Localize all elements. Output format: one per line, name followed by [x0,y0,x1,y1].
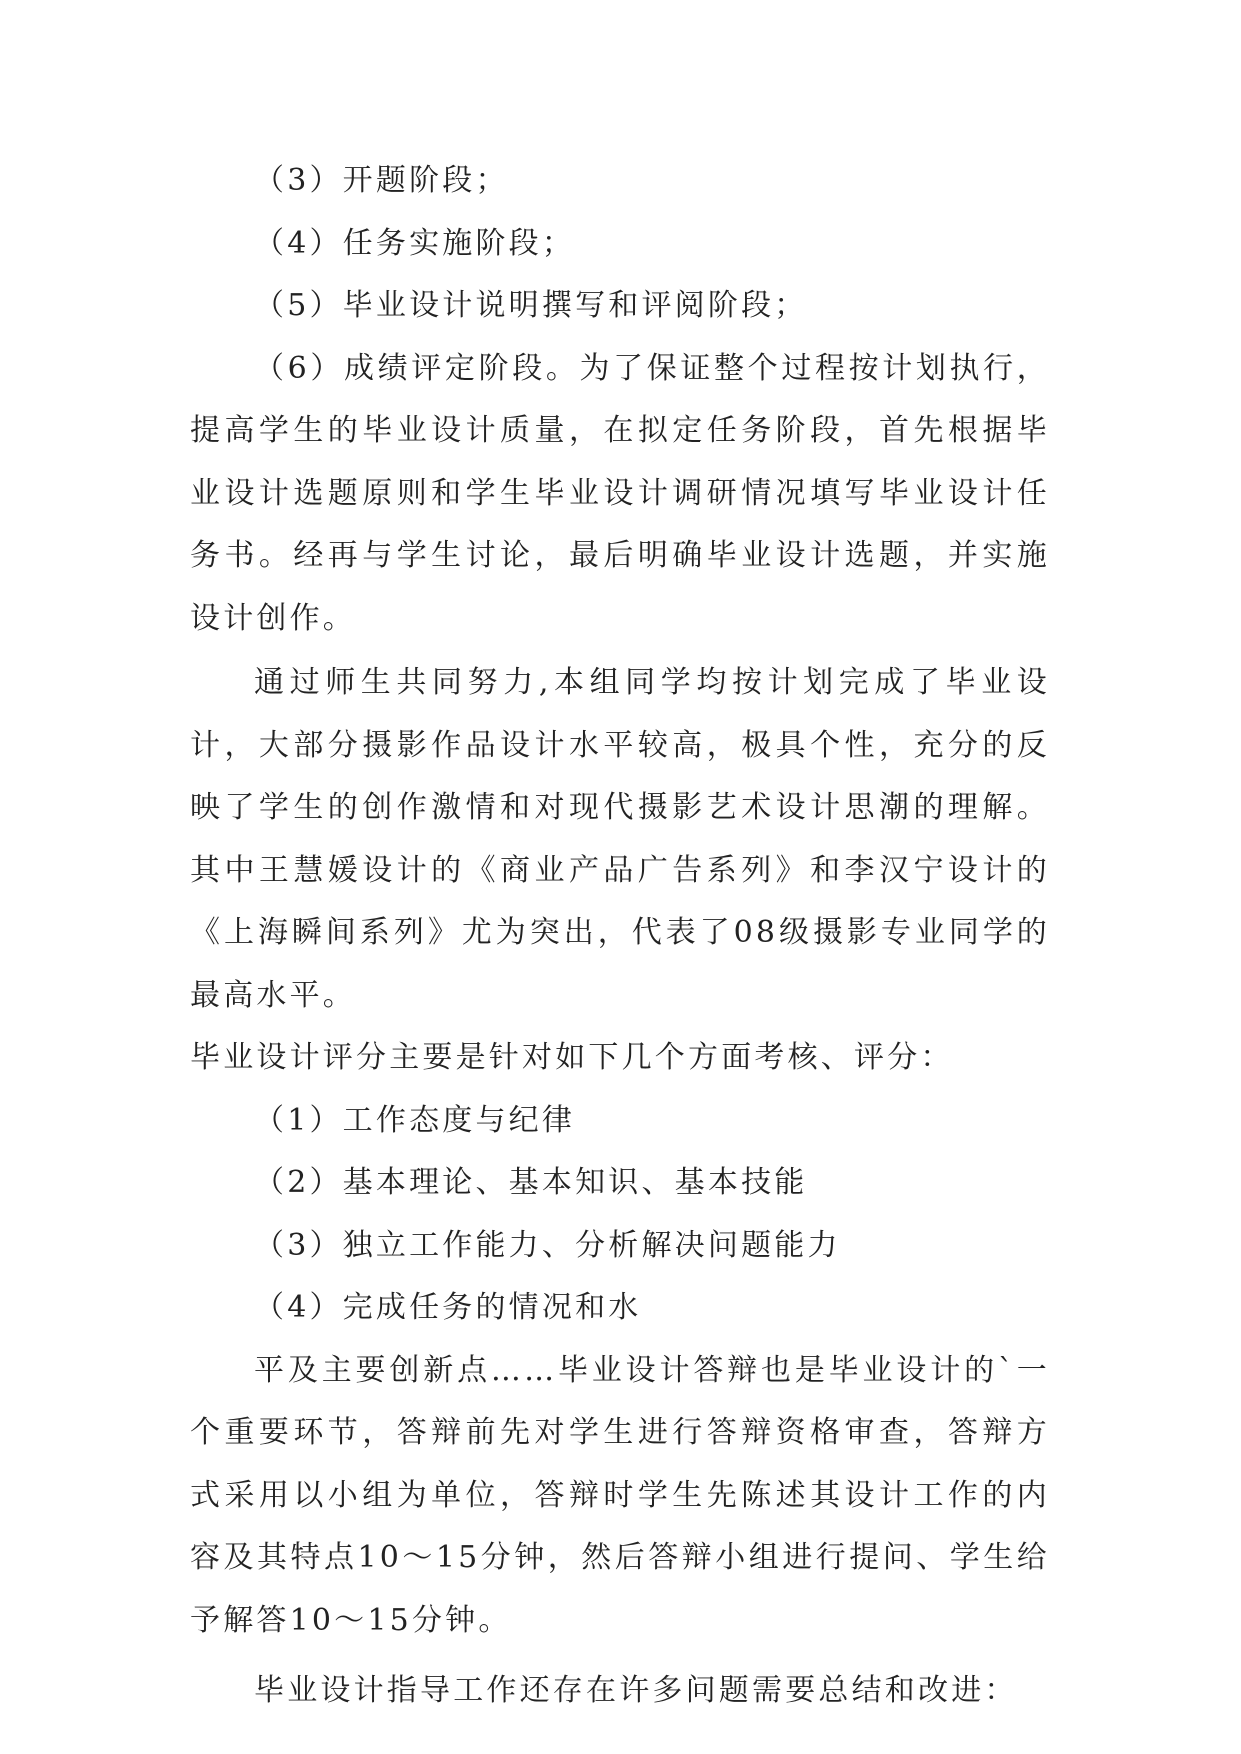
criterion-item-4: （4）完成任务的情况和水 [254,1290,642,1325]
criterion-item-2: （2）基本理论、基本知识、基本技能 [254,1165,808,1200]
list-item-stage-4: （4）任务实施阶段； [254,225,576,261]
paragraph-defense: 平及主要创新点……毕业设计答辩也是毕业设计的`一个重要环节，答辩前先对学生进行答辩资格审查，答辩方式采用以小组为单位，答辩时学生先陈述其设计工作的内容及其特点10～15分钟，然后答辩小组进行提问、学生给予解答10～15分钟。 [190,1352,1050,1638]
criterion-item-1: （1）工作态度与纪律 [254,1102,576,1138]
paragraph-problems: 毕业设计指导工作还存在许多问题需要总结和改进： [254,1673,1018,1708]
paragraph-scoring-intro: 毕业设计评分主要是针对如下几个方面考核、评分： [190,1040,954,1075]
paragraph-achievement: 通过师生共同努力,本组同学均按计划完成了毕业设计，大部分摄影作品设计水平较高，极具个性，充分的反映了学生的创作激情和对现代摄影艺术设计思潮的理解。其中王慧媛设计的《商业产品广告系列》和李汉宁设计的《上海瞬间系列》尤为突出，代表了08级摄影专业同学的最高水平。 [190,665,1050,1013]
list-item-stage-3: （3）开题阶段； [254,163,509,198]
criterion-item-3: （3）独立工作能力、分析解决问题能力 [254,1227,841,1263]
list-item-stage-6: （6）成绩评定阶段。为了保证整个过程按计划执行，提高学生的毕业设计质量，在拟定任务阶段，首先根据毕业设计选题原则和学生毕业设计调研情况填写毕业设计任务书。经再与学生讨论，最后明确毕业设计选题，并实施设计创作。 [190,350,1050,636]
document-body [190,150,1050,1723]
list-item-stage-5: （5）毕业设计说明撰写和评阅阶段； [254,288,808,323]
